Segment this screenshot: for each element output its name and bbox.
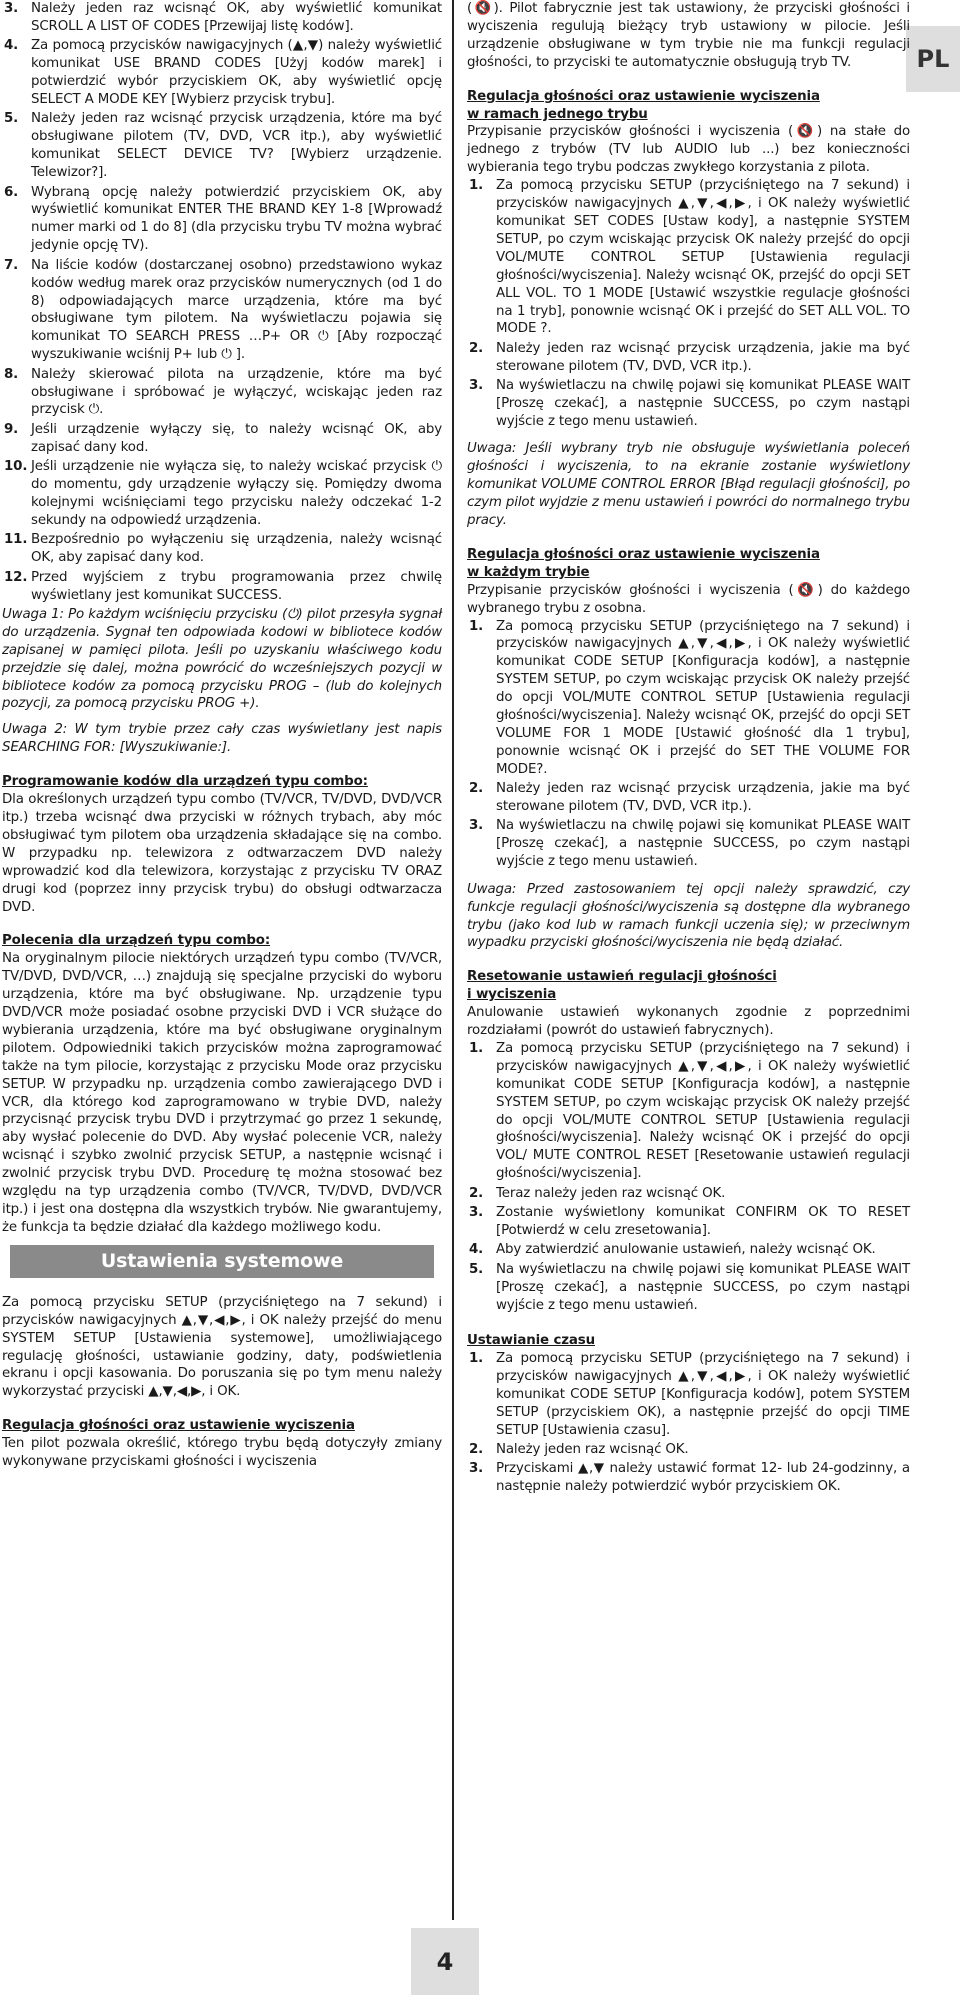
list-item [467, 1460, 910, 1496]
list-item [2, 531, 442, 567]
step-text: Zostanie wyświetlony komunikat CONFIRM OK TO RESET [Potwierdź w celu zresetowania]. [496, 1205, 910, 1238]
combo-commands-heading: Polecenia dla urządzeń typu combo: [2, 933, 271, 949]
note-1: Uwaga 1: Po każdym wciśnięciu przycisku (⏻) pilot przesyła sygnał do urządzenia. Sygnał ten odpowiada kodowi w bibliotece kodów zapisanej w pamięci pilota. Jeśli po uzyskaniu właściwego kodu przejdzie się dalej, można powrócić do wcześniejszych pozycji w bibliotece kodów za pomocą przycisku PROG – (lub do kolejnych pozycji, za pomocą przycisku PROG +). [2, 606, 442, 712]
continuation-text: (🔇). Pilot fabrycznie jest tak ustawiony, że przyciski głośności i wyciszenia regulują bieżący tryb ustawiony w pilocie. Jeśli urządzenie obsługiwane w tym trybie nie ma funkcji regulacji głośności, to przyciski te automatycznie obsługują tryb TV. [467, 1, 910, 70]
step-number: 2. [469, 1185, 484, 1201]
each-mode-intro: Przypisanie przycisków głośności i wyciszenia (🔇) do każdego wybranego trybu z osobna. [467, 582, 910, 616]
list-item [467, 1441, 910, 1459]
time-steps [467, 1350, 910, 1496]
list-item [467, 780, 910, 816]
step-text: Na liście kodów (dostarczanej osobno) przedstawiono wykaz kodów według marek oraz przycisków numerycznych (od 1 do 8) odpowiadających marce urządzenia, które ma być obsługiwane tym pilotem. Na wyświetlaczu pojawia się komunikat TO SEARCH PRESS …P+ OR ⏻ [Aby rozpocząć wyszukiwanie wciśnij P+ lub ⏻ ]. [31, 257, 442, 363]
step-number: 2. [469, 340, 484, 356]
step-text: Należy skierować pilota na urządzenie, które ma być obsługiwane i spróbować je wyłączyć, wciskając jeden raz przycisk ⏻. [31, 366, 442, 418]
list-item [467, 1185, 910, 1203]
step-number: 3. [469, 1205, 484, 1221]
step-text: Należy jeden raz wcisnąć przycisk urządzenia, które ma być obsługiwane pilotem (TV, DVD, VCR itp.), aby wyświetlić komunikat SELECT DEVICE TV? [Wybierz urządzenie. Telewizor?]. [31, 111, 442, 181]
reset-steps [467, 1040, 910, 1315]
step-number: 4. [469, 1242, 484, 1258]
list-item [467, 1241, 910, 1259]
step-number: 11. [4, 532, 28, 548]
step-number: 1. [469, 1350, 484, 1366]
volume-text: Ten pilot pozwala określić, którego trybu będą dotyczyły zmiany wykonywane przyciskami głośności i wyciszenia [2, 1436, 442, 1470]
step-number: 9. [4, 421, 19, 437]
heading-line: i wyciszenia [467, 987, 557, 1003]
list-item [467, 377, 910, 431]
list-item [2, 0, 442, 36]
step-number: 4. [4, 38, 19, 54]
time-heading: Ustawianie czasu [467, 1333, 596, 1349]
step-number: 12. [4, 569, 28, 585]
step-number: 7. [4, 257, 19, 273]
heading-line: Resetowanie ustawień regulacji głośności [467, 969, 777, 985]
each-mode-steps [467, 618, 910, 872]
step-text: Wybraną opcję należy potwierdzić przyciskiem OK, aby wyświetlić komunikat ENTER THE BRAND KEY 1-8 [Wprowadź numer marki od 1 do 8] (dla przycisku trybu TV można wybrać jedynie opcję TV). [31, 184, 442, 254]
step-number: 3. [469, 818, 484, 834]
list-item [2, 257, 442, 364]
list-item [467, 618, 910, 779]
step-text: Na wyświetlaczu na chwilę pojawi się komunikat PLEASE WAIT [Proszę czekać], a następnie SUCCESS, po czym nastąpi wyjście z tego menu ustawień. [496, 818, 910, 870]
step-text: Jeśli urządzenie wyłączy się, to należy wcisnąć OK, aby zapisać dany kod. [31, 421, 442, 455]
step-text: Należy jeden raz wcisnąć OK, aby wyświetlić komunikat SCROLL A LIST OF CODES [Przewijaj listę kodów]. [31, 1, 442, 34]
each-mode-heading [467, 546, 910, 582]
step-number: 8. [4, 366, 19, 382]
list-item [2, 366, 442, 420]
step-text: Za pomocą przycisku SETUP (przyciśniętego na 7 sekund) i przycisków nawigacyjnych ▲,▼,◀,▶, i OK należy wyświetlić komunikat CODE SETUP [Konfiguracja kodów], a następnie SYSTEM SETUP, po czym wciskając przycisk OK należy przejść do opcji VOL/MUTE CONTROL SETUP [Ustawienia regulacji głośności/wyciszenia]. Należy wcisnąć OK, przejść do opcji SET VOLUME FOR 1 MODE [Ustawić głośność dla 1 trybu], ponownie wcisnąć OK i przejść do SET THE VOLUME FOR MODE?. [496, 618, 910, 777]
step-text: Za pomocą przycisku SETUP (przyciśniętego na 7 sekund) i przycisków nawigacyjnych ▲,▼,◀,▶, i OK należy wyświetlić komunikat SET CODES [Ustaw kody], a następnie SYSTEM SETUP, po czym wciskając przycisk OK należy przejść do opcji VOL/MUTE CONTROL SETUP [Ustawienia regulacji głośności/wyciszenia]. Należy wcisnąć OK, przejść do opcji SET ALL VOL. TO 1 MODE [Ustawić wszystkie regulacje głośności na 1 tryb], ponownie wcisnąć OK i przejść do SET ALL VOL. TO MODE ?. [496, 178, 910, 337]
list-item [467, 1261, 910, 1315]
step-number: 3. [4, 1, 19, 16]
list-item [467, 1204, 910, 1240]
list-item [2, 569, 442, 605]
note-2: Uwaga 2: W tym trybie przez cały czas wyświetlany jest napis SEARCHING FOR: [Wyszukiwanie:]. [2, 722, 442, 756]
reset-heading [467, 968, 910, 1004]
system-settings-text: Za pomocą przycisku SETUP (przyciśniętego na 7 sekund) i przycisków nawigacyjnych ▲,▼,◀,▶, i OK należy przejść do menu SYSTEM SETUP [Ustawienia systemowe], umożliwiającego regulację głośności, ustawianie godziny, daty, podświetlenia ekranu i opcji kasowania. Do poruszania się po tym menu należy wykorzystać przyciski ▲,▼,◀,▶, i OK. [2, 1294, 442, 1400]
step-text: Teraz należy jeden raz wcisnąć OK. [496, 1185, 726, 1201]
list-item [467, 817, 910, 871]
step-text: Na wyświetlaczu na chwilę pojawi się komunikat PLEASE WAIT [Proszę czekać], a następnie SUCCESS, po czym nastąpi wyjście z tego menu ustawień. [496, 378, 910, 429]
step-text: Bezpośrednio po wyłączeniu się urządzenia, należy wcisnąć OK, aby zapisać dany kod. [31, 532, 442, 566]
reset-intro: Anulowanie ustawień wykonanych zgodnie z poprzednimi rozdziałami (powrót do ustawień fabrycznych). [467, 1005, 910, 1039]
step-text: Na wyświetlaczu na chwilę pojawi się komunikat PLEASE WAIT [Proszę czekać], a następnie SUCCESS, po czym nastąpi wyjście z tego menu ustawień. [496, 1261, 910, 1313]
system-settings-banner: Ustawienia systemowe [10, 1245, 434, 1278]
step-number: 3. [469, 1461, 484, 1477]
page-number: 4 [411, 1928, 479, 1995]
single-mode-note: Uwaga: Jeśli wybrany tryb nie obsługuje wyświetlania poleceń głośności i wyciszenia, to na ekranie zostanie wyświetlony komunikat VOLUME CONTROL ERROR [Błąd regulacji głośności], po czym pilot wyjdzie z menu ustawień i powróci do normalnego trybu pracy. [467, 441, 910, 528]
step-number: 6. [4, 184, 19, 200]
column-divider [452, 0, 454, 1920]
list-item [467, 177, 910, 338]
step-number: 2. [469, 781, 484, 797]
single-mode-steps [467, 177, 910, 431]
step-text: Przyciskami ▲,▼ należy ustawić format 12- lub 24-godzinny, a następnie należy potwierdzić wybór przyciskiem OK. [496, 1461, 910, 1495]
list-item [467, 1040, 910, 1183]
list-item [2, 37, 442, 109]
heading-line: w każdym trybie [467, 564, 590, 580]
combo-commands-text: Na oryginalnym pilocie niektórych urządzeń typu combo (TV/VCR, TV/DVD, DVD/VCR, …) znajdują się specjalne przyciski do wyboru urządzenia, które ma być obsługiwane. Np. urządzenie typu DVD/VCR może posiadać osobne przyciski DVD i VCR służące do wybierania urządzenia, które ma być obsługiwane oryginalnym pilotem. Odpowiedniki takich przycisków można zaprogramować także na tym pilocie, korzystając z przycisku Mode oraz przycisku SETUP. W przypadku np. urządzenia combo zawierającego DVD i VCR, dla którego kod zaprogramowano w trybie DVD, należy przycisnąć przycisk trybu DVD i przytrzymać go przez 1 sekundę, aby wysłać polecenie do DVD. Aby wysłać polecenie VCR, należy wcisnąć i szybko zwolnić przycisk SETUP, a następnie wcisnąć i zwolnić przycisk trybu DVD. Procedurę tę można stosować bez względu na typ urządzenia combo (TV/VCR, TV/DVD, DVD/VCR itp.) i jest ona dostępna dla wszystkich trybów. Nie gwarantujemy, że funkcja ta będzie działać dla każdego możliwego kodu. [2, 951, 442, 1235]
left-column [2, 0, 442, 1471]
step-text: Należy jeden raz wcisnąć przycisk urządzenia, jakie ma być sterowane pilotem (TV, DVD, VCR itp.). [496, 340, 910, 374]
step-text: Za pomocą przycisku SETUP (przyciśniętego na 7 sekund) i przycisków nawigacyjnych ▲,▼,◀,▶, i OK należy wyświetlić komunikat CODE SETUP [Konfiguracja kodów], a następnie SYSTEM SETUP, po czym wciskając przycisk OK należy przejść do opcji VOL/MUTE CONTROL SETUP [Ustawienia regulacji głośności/wyciszenia]. Należy wcisnąć OK i przejść do opcji VOL/ MUTE CONTROL RESET [Resetowanie ustawień regulacji głośności/wyciszenia]. [496, 1040, 910, 1182]
list-item [2, 421, 442, 457]
step-text: Należy jeden raz wcisnąć OK. [496, 1441, 689, 1457]
each-mode-note: Uwaga: Przed zastosowaniem tej opcji należy sprawdzić, czy funkcje regulacji głośności/wyciszenia są dostępne dla wybranego trybu (jako kod lub w ramach funkcji uczenia się); w przeciwnym wypadku przyciski głośności/wyciszenia nie będą działać. [467, 881, 910, 951]
step-number: 5. [469, 1261, 484, 1277]
programming-steps-list [2, 0, 442, 604]
step-text: Należy jeden raz wcisnąć przycisk urządzenia, jakie ma być sterowane pilotem (TV, DVD, VCR itp.). [496, 781, 910, 815]
step-number: 2. [469, 1441, 484, 1457]
right-column [467, 0, 910, 1498]
heading-line: Regulacja głośności oraz ustawienie wyciszenia [467, 546, 820, 562]
step-number: 10. [4, 459, 28, 475]
list-item [2, 184, 442, 256]
combo-programming-text: Dla określonych urządzeń typu combo (TV/VCR, TV/DVD, DVD/VCR itp.) trzeba wcisnąć dwa przyciski w różnych trybach, aby móc obsługiwać tym pilotem oba urządzenia składające się na combo. W przypadku np. telewizora z odtwarzaczem DVD należy wprowadzić kod dla telewizora, korzystając z przycisku TV ORAZ drugi kod (poprzez inny przycisk trybu) do obsługi odtwarzacza DVD. [2, 792, 442, 915]
list-item [467, 1350, 910, 1440]
list-item [467, 340, 910, 376]
single-mode-intro: Przypisanie przycisków głośności i wyciszenia (🔇) na stałe do jednego z trybów (TV lub AUDIO lub ...) bez konieczności wybierania tego trybu podczas zwykłego korzystania z pilota. [467, 124, 910, 176]
list-item [2, 110, 442, 182]
step-number: 5. [4, 111, 19, 127]
step-number: 3. [469, 378, 484, 394]
step-number: 1. [469, 1040, 484, 1056]
heading-line: w ramach jednego trybu [467, 106, 648, 122]
step-text: Przed wyjściem z trybu programowania przez chwilę wyświetlany jest komunikat SUCCESS. [31, 569, 442, 603]
heading-line: Regulacja głośności oraz ustawienie wyciszenia [467, 88, 820, 104]
step-number: 1. [469, 618, 484, 634]
combo-programming-heading: Programowanie kodów dla urządzeń typu combo: [2, 774, 368, 790]
step-text: Aby zatwierdzić anulowanie ustawień, należy wcisnąć OK. [496, 1242, 876, 1258]
volume-heading: Regulacja głośności oraz ustawienie wyciszenia [2, 1418, 355, 1434]
step-number: 1. [469, 178, 484, 194]
step-text: Za pomocą przycisku SETUP (przyciśniętego na 7 sekund) i przycisków nawigacyjnych ▲,▼,◀,▶, i OK należy wyświetlić komunikat CODE SETUP [Konfiguracja kodów], potem SYSTEM SETUP (przyciskiem OK), a następnie przejść do opcji TIME SETUP [Ustawienia czasu]. [496, 1350, 910, 1438]
language-tab: PL [906, 26, 960, 92]
step-text: Jeśli urządzenie nie wyłącza się, to należy wciskać przycisk ⏻ do momentu, gdy urządzenie wyłączy się. Pomiędzy dwoma kolejnymi wciśnięciami tego przycisku należy odczekać 1-2 sekundy na odpowiedź urządzenia. [31, 459, 442, 528]
step-text: Za pomocą przycisków nawigacyjnych (▲,▼) należy wyświetlić komunikat USE BRAND CODES [Użyj kodów marek] i potwierdzić wybór przyciskiem OK, aby wyświetlić opcję SELECT A MODE KEY [Wybierz przycisk trybu]. [31, 38, 442, 108]
list-item [2, 458, 442, 530]
single-mode-heading [467, 88, 910, 124]
